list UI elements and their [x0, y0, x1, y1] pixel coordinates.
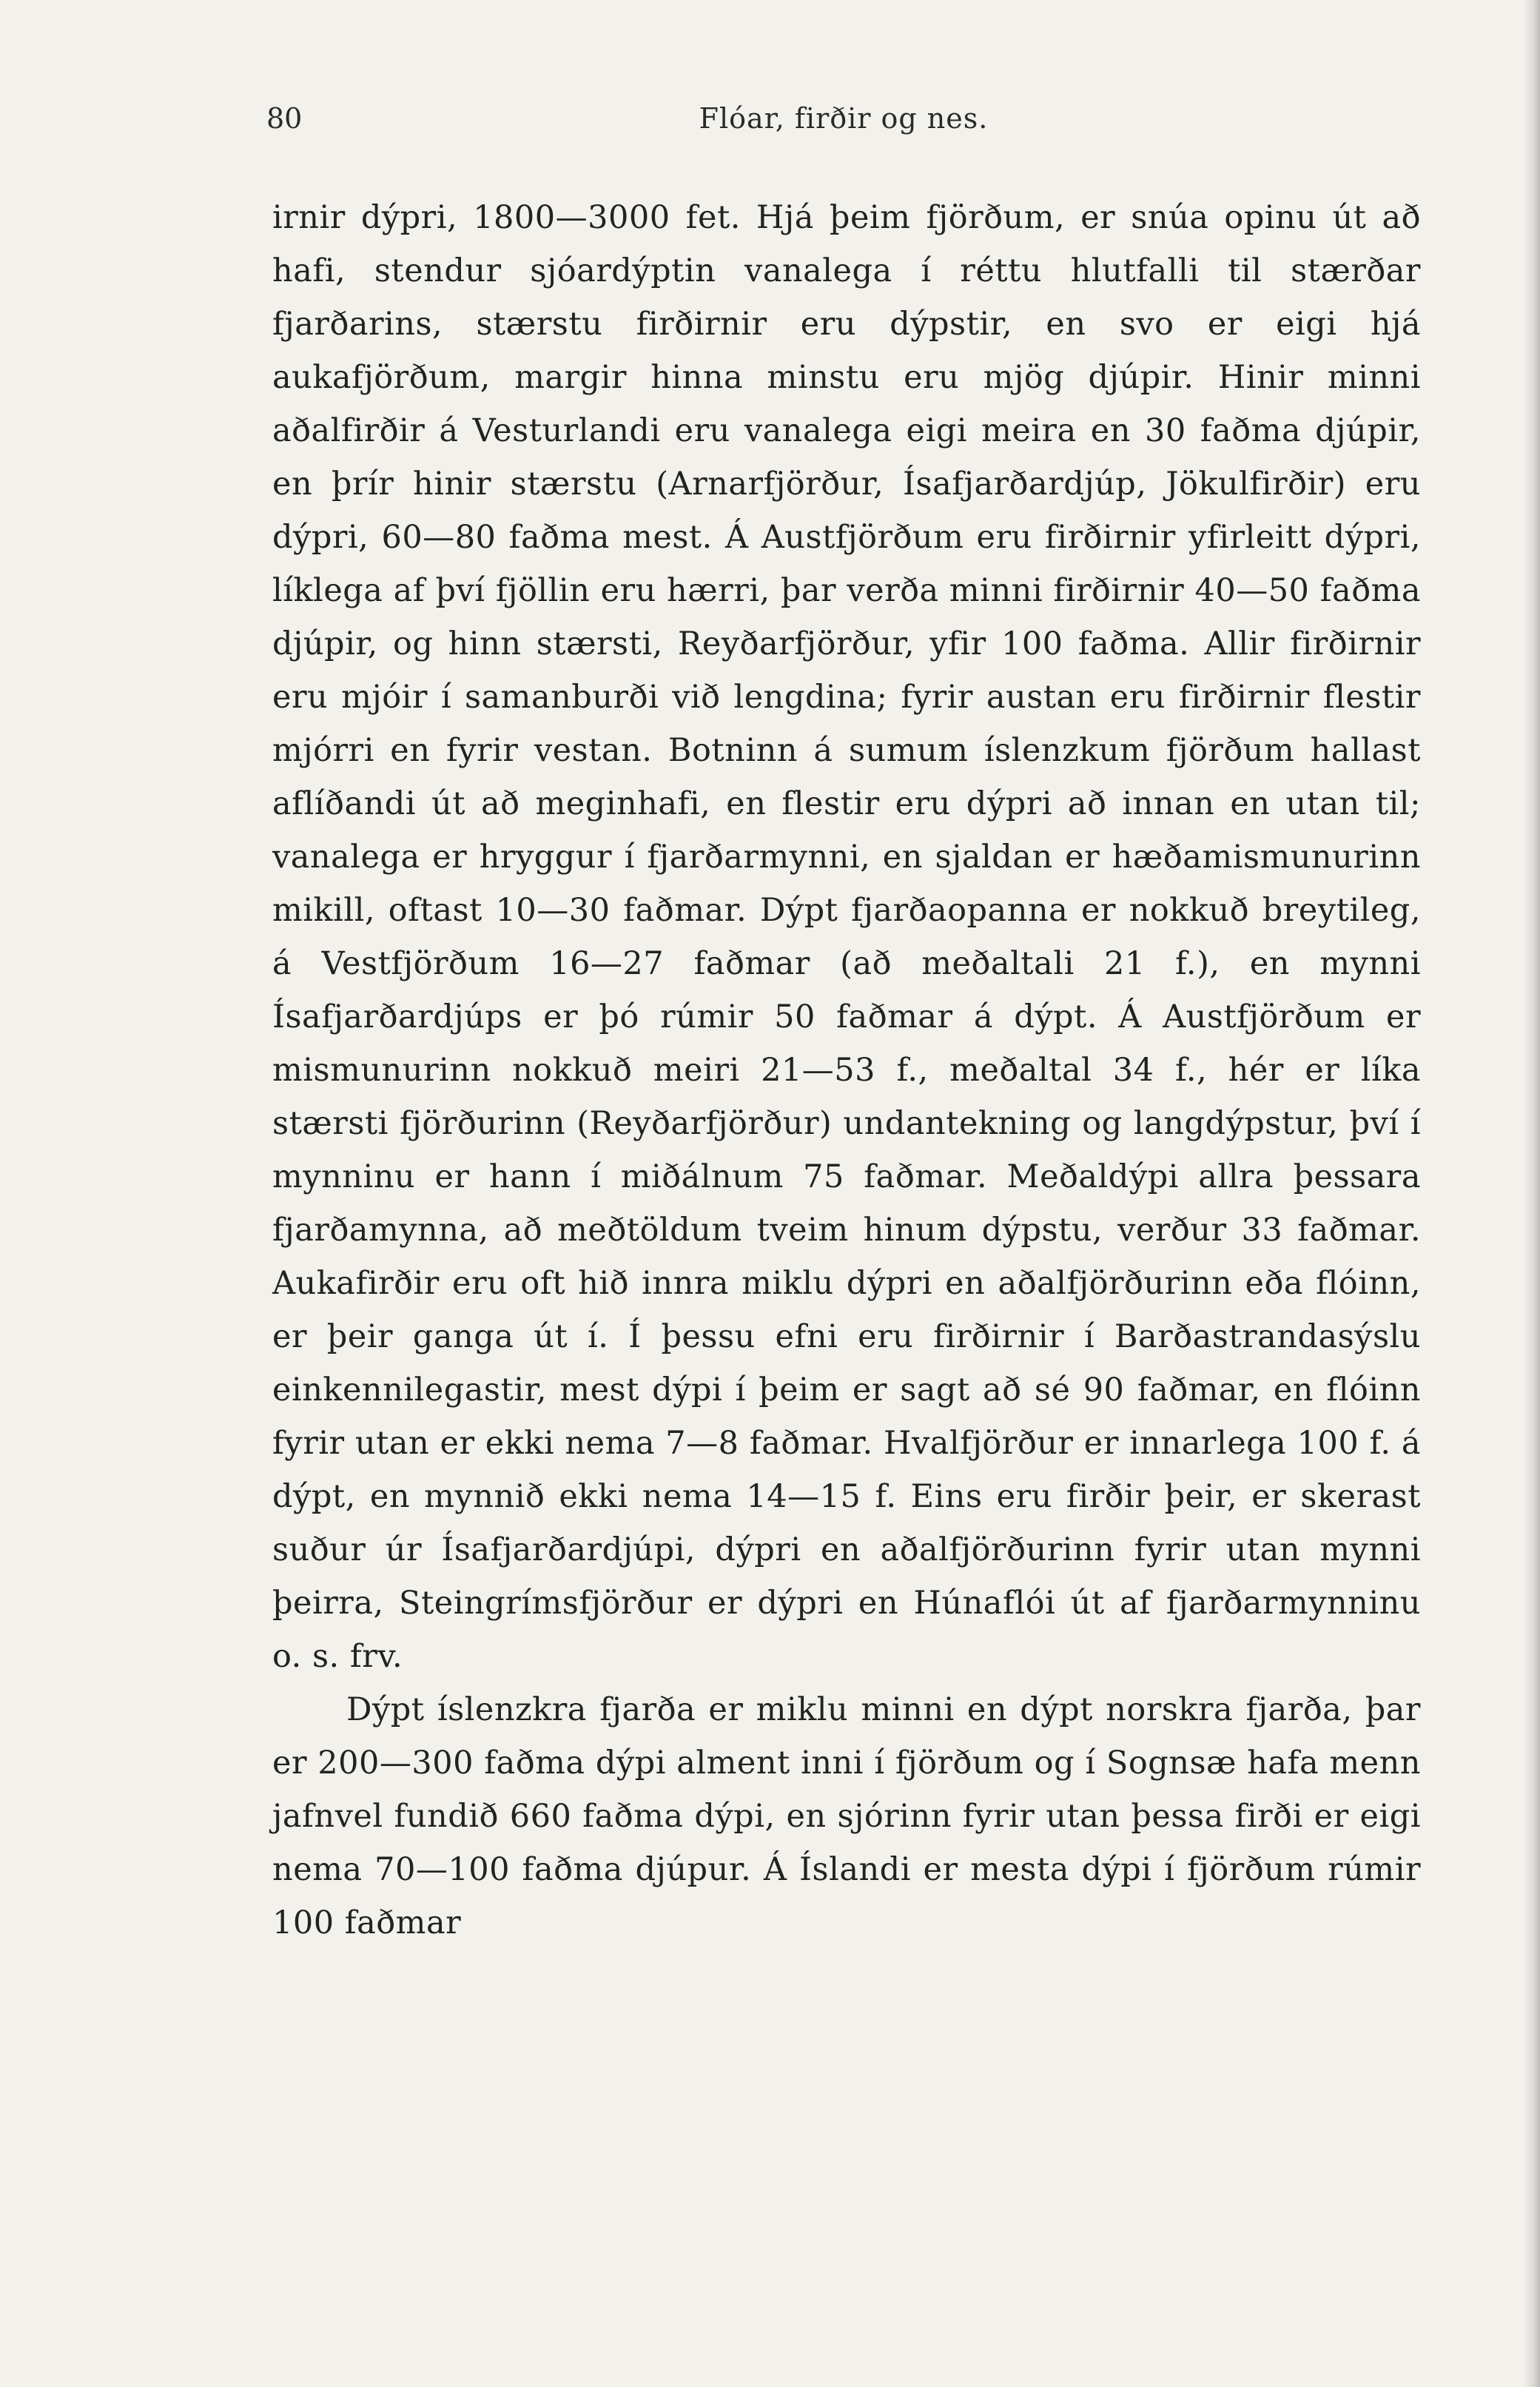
paragraph-continued: irnir dýpri, 1800—3000 fet. Hjá þeim fjörðum, er snúa opinu út að hafi, stendur sjóardýptin vanalega í réttu hlutfalli til stærðar fjarðarins, stærstu firðirnir eru dýpstir, en svo er eigi hjá aukafjörðum, margir hinna minstu eru mjög djúpir. Hinir minni aðalfirðir á Vesturlandi eru vanalega eigi meira en 30 faðma djúpir, en þrír hinir stærstu (Arnarfjörður, Ísafjarðardjúp, Jökulfirðir) eru dýpri, 60—80 faðma mest. Á Austfjörðum eru firðirnir yfirleitt dýpri, líklega af því fjöllin eru hærri, þar verða minni firðirnir 40—50 faðma djúpir, og hinn stærsti, Reyðarfjörður, yfir 100 faðma. Allir firðirnir eru mjóir í samanburði við lengdina; fyrir austan eru firðirnir flestir mjórri en fyrir vestan. Botninn á sumum íslenzkum fjörðum hallast aflíðandi út að meginhafi, en flestir eru dýpri að innan en utan til; vanalega er hryggur í fjarðarmynni, en sjaldan er hæðamismunurinn mikill, oftast 10—30 faðmar. Dýpt fjarðaopanna er nokkuð breytileg, á Vestfjörðum 16—27 faðmar (að meðaltali 21 f.), en mynni Ísafjarðardjúps er þó rúmir 50 faðmar á dýpt. Á Austfjörðum er mismunurinn nokkuð meiri 21—53 f., meðaltal 34 f., hér er líka stærsti fjörðurinn (Reyðarfjörður) undantekning og langdýpstur, því í mynninu er hann í miðálnum 75 faðmar. Meðaldýpi allra þessara fjarðamynna, að meðtöldum tveim hinum dýpstu, verður 33 faðmar. Aukafirðir eru oft hið innra miklu dýpri en aðalfjörðurinn eða flóinn, er þeir ganga út í. Í þessu efni eru firðirnir í Barðastrandasýslu einkennilegastir, mest dýpi í þeim er sagt að sé 90 faðmar, en flóinn fyrir utan er ekki nema 7—8 faðmar. Hvalfjörður er innarlega 100 f. á dýpt, en mynnið ekki nema 14—15 f. Eins eru firðir þeir, er skerast suður úr Ísafjarðardjúpi, dýpri en aðalfjörðurinn fyrir utan mynni þeirra, Steingrímsfjörður er dýpri en Húnaflói út af fjarðarmynninu o. s. frv. — [272, 199, 1421, 1675]
body-text — [272, 191, 1421, 1950]
page-number: 80 — [266, 102, 303, 135]
page-header — [266, 102, 1421, 147]
paragraph-new: Dýpt íslenzkra fjarða er miklu minni en dýpt norskra fjarða, þar er 200—300 faðma dýpi alment inni í fjörðum og í Sognsæ hafa menn jafnvel fundið 660 faðma dýpi, en sjórinn fyrir utan þessa firði er eigi nema 70—100 faðma djúpur. Á Íslandi er mesta dýpi í fjörðum rúmir 100 faðmar — [272, 1691, 1421, 1941]
running-title: Flóar, firðir og nes. — [699, 102, 989, 135]
page-edge-shadow — [1524, 0, 1540, 2387]
